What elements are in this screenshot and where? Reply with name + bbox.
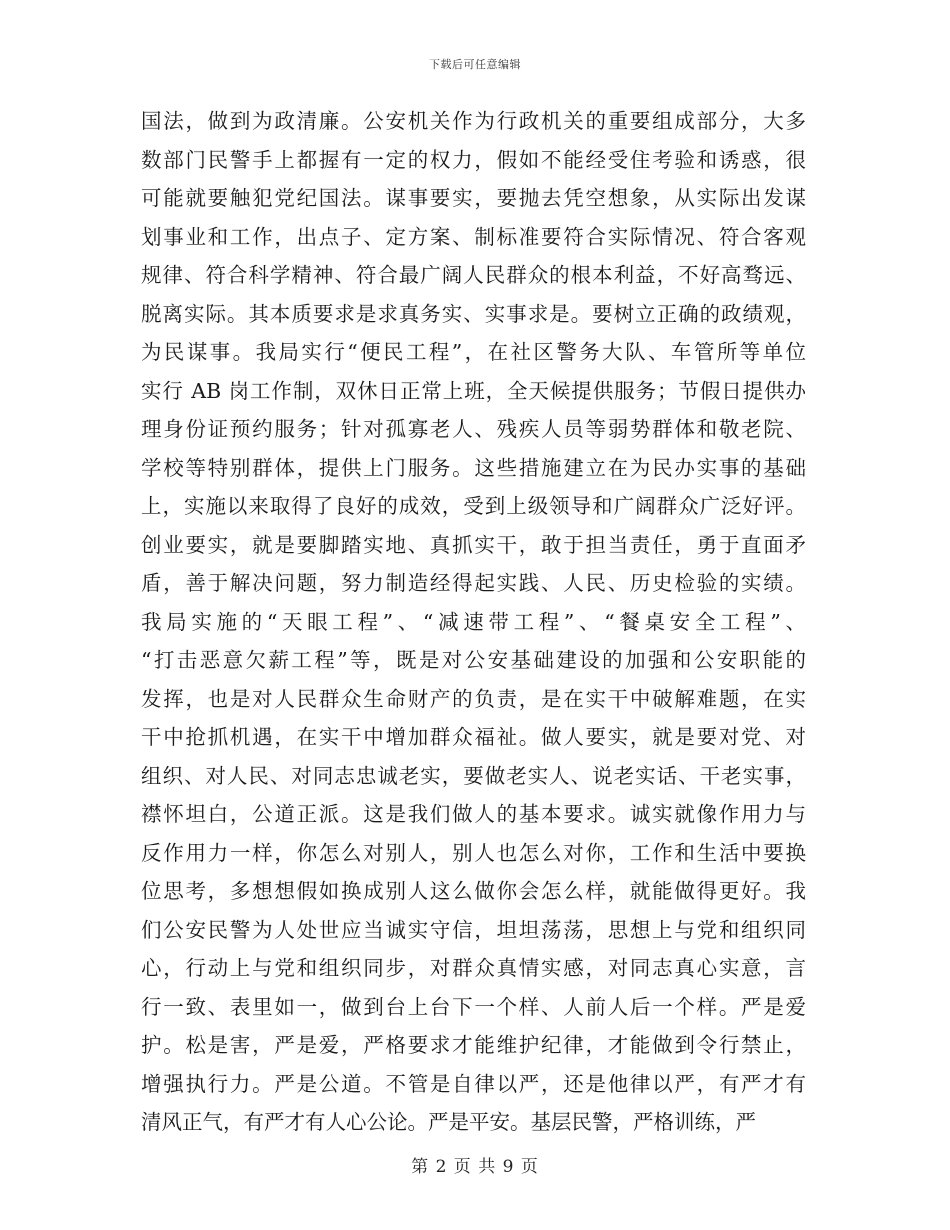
body-text — [141, 102, 806, 1142]
text-line: 可能就要触犯党纪国法。谋事要实，要抛去凭空想象，从实际出发谋 — [141, 186, 806, 210]
text-line: 干中抢抓机遇，在实干中增加群众福祉。做人要实，就是要对党、对 — [141, 725, 806, 749]
text-line: 组织、对人民、对同志忠诚老实，要做老实人、说老实话、干老实事， — [141, 763, 806, 788]
text-line: 们公安民警为人处世应当诚实守信，坦坦荡荡，思想上与党和组织同 — [141, 917, 806, 942]
text-line: 盾，善于解决问题，努力制造经得起实践、人民、历史检验的实绩。 — [141, 571, 806, 595]
text-line: 数部门民警手上都握有一定的权力，假如不能经受住考验和诱惑，很 — [141, 147, 806, 172]
text-line: 实行 AB 岗工作制，双休日正常上班，全天候提供服务；节假日提供办 — [141, 378, 806, 403]
text-line: 反作用力一样，你怎么对别人，别人也怎么对你，工作和生活中要换 — [141, 840, 806, 865]
text-line: 襟怀坦白，公道正派。这是我们做人的基本要求。诚实就像作用力与 — [141, 802, 806, 826]
text-line: 国法，做到为政清廉。公安机关作为行政机关的重要组成部分，大多 — [141, 109, 806, 133]
text-line: 脱离实际。其本质要求是求真务实、实事求是。要树立正确的政绩观， — [141, 301, 806, 326]
text-line: 位思考，多想想假如换成别人这么做你会怎么样，就能做得更好。我 — [141, 879, 806, 903]
page-header-note: 下载后可任意编辑 — [429, 58, 521, 71]
text-line: 增强执行力。严是公道。不管是自律以严，还是他律以严，有严才有 — [141, 1071, 806, 1096]
text-line: 护。松是害，严是爱，严格要求才能维护纪律，才能做到令行禁止， — [141, 1033, 806, 1057]
text-line: 规律、符合科学精神、符合最广阔人民群众的根本利益，不好高骛远、 — [141, 263, 806, 287]
text-line: 发挥，也是对人民群众生命财产的负责，是在实干中破解难题，在实 — [141, 686, 806, 711]
text-line: 上，实施以来取得了良好的成效，受到上级领导和广阔群众广泛好评。 — [141, 494, 806, 518]
text-line: 理身份证预约服务；针对孤寡老人、残疾人员等弱势群体和敬老院、 — [141, 417, 806, 441]
text-line: 行一致、表里如一，做到台上台下一个样、人前人后一个样。严是爱 — [141, 994, 806, 1019]
text-line: “打击恶意欠薪工程”等，既是对公安基础建设的加强和公安职能的 — [141, 648, 806, 672]
text-line: 心，行动上与党和组织同步，对群众真情实感，对同志真心实意，言 — [141, 956, 806, 980]
text-line: 清风正气，有严才有人心公论。严是平安。基层民警，严格训练，严 — [141, 1110, 756, 1134]
text-line: 为民谋事。我局实行“便民工程”，在社区警务大队、车管所等单位 — [141, 340, 806, 364]
text-line: 我局实施的“天眼工程”、“减速带工程”、“餐桌安全工程”、 — [141, 609, 806, 634]
text-line: 学校等特别群体，提供上门服务。这些措施建立在为民办实事的基础 — [141, 455, 806, 480]
text-line: 划事业和工作，出点子、定方案、制标准要符合实际情况、符合客观 — [141, 224, 806, 249]
page-number: 第 2 页 共 9 页 — [411, 1157, 539, 1177]
text-line: 创业要实，就是要脚踏实地、真抓实干，敢于担当责任，勇于直面矛 — [141, 532, 806, 557]
